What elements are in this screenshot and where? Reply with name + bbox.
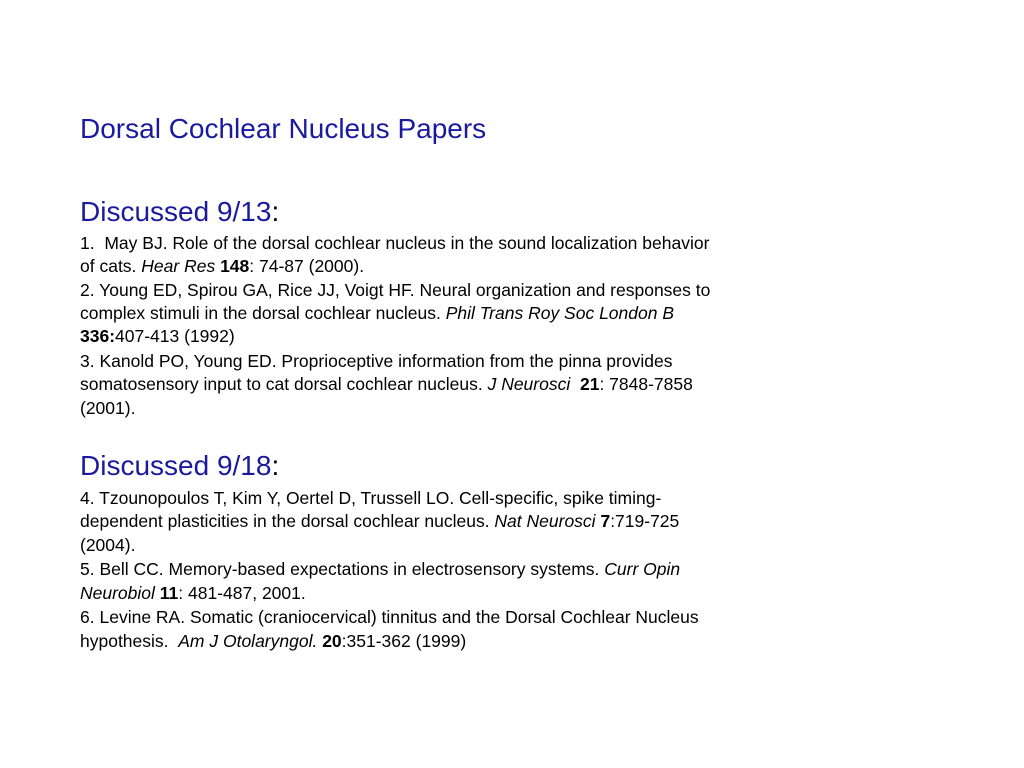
paper-journal: Am J Otolaryngol. bbox=[178, 631, 318, 651]
paper-pages: 407-413 (1992) bbox=[115, 326, 235, 346]
paper-year: (2001). bbox=[80, 398, 136, 418]
paper-pages: : 481-487, 2001. bbox=[178, 583, 306, 603]
paper-number: 2. bbox=[80, 280, 95, 300]
paper-journal: Hear Res bbox=[141, 256, 216, 276]
paper-text: Young ED, Spirou GA, Rice JJ, Voigt HF. Neural organization and responses to bbox=[99, 280, 711, 300]
section-heading-9-18 bbox=[80, 449, 279, 483]
paper-volume: 148 bbox=[220, 256, 250, 276]
paper-journal: Phil Trans Roy Soc London B bbox=[445, 303, 675, 323]
paper-volume: 336: bbox=[80, 326, 116, 346]
paper-4-line-3 bbox=[80, 534, 135, 557]
paper-3-line-2 bbox=[80, 373, 693, 396]
paper-1-line-1 bbox=[80, 232, 709, 255]
section-heading-9-13 bbox=[80, 195, 279, 229]
paper-number: 5. bbox=[80, 559, 95, 579]
paper-3-line-3 bbox=[80, 397, 135, 420]
paper-2-line-2 bbox=[80, 302, 674, 325]
paper-text: of cats. bbox=[80, 256, 142, 276]
paper-2-line-3 bbox=[80, 325, 235, 348]
paper-text: Levine RA. Somatic (craniocervical) tinnitus and the Dorsal Cochlear Nucleus bbox=[99, 607, 699, 627]
paper-text: dependent plasticities in the dorsal cochlear nucleus. bbox=[80, 511, 495, 531]
paper-volume: 11 bbox=[159, 583, 179, 603]
paper-number: 3. bbox=[80, 351, 95, 371]
section-heading-colon: : bbox=[271, 450, 280, 481]
paper-pages: :719-725 bbox=[610, 511, 680, 531]
paper-pages: :351-362 (1999) bbox=[341, 631, 467, 651]
paper-4-line-2 bbox=[80, 510, 679, 533]
paper-year: (2004). bbox=[80, 535, 136, 555]
paper-6-line-2 bbox=[80, 630, 466, 653]
paper-journal: Neurobiol bbox=[80, 583, 155, 603]
paper-text: Bell CC. Memory-based expectations in electrosensory systems. bbox=[99, 559, 605, 579]
paper-2-line-1 bbox=[80, 279, 710, 302]
paper-text: somatosensory input to cat dorsal cochlear nucleus. bbox=[80, 374, 488, 394]
paper-journal: Nat Neurosci bbox=[494, 511, 596, 531]
paper-1-line-2 bbox=[80, 255, 364, 278]
paper-journal: J Neurosci bbox=[487, 374, 571, 394]
paper-volume: 7 bbox=[600, 511, 611, 531]
paper-text: complex stimuli in the dorsal cochlear nucleus. bbox=[80, 303, 446, 323]
slide-title-text: Dorsal Cochlear Nucleus Papers bbox=[80, 113, 487, 144]
section-heading-colon: : bbox=[271, 196, 280, 227]
paper-5-line-2 bbox=[80, 582, 306, 605]
paper-journal: Curr Opin bbox=[604, 559, 681, 579]
section-heading-text: Discussed 9/13 bbox=[80, 196, 272, 227]
paper-text: May BJ. Role of the dorsal cochlear nucleus in the sound localization behavior bbox=[104, 233, 710, 253]
paper-number: 6. bbox=[80, 607, 95, 627]
paper-text: Kanold PO, Young ED. Proprioceptive information from the pinna provides bbox=[99, 351, 673, 371]
paper-pages: : 74-87 (2000). bbox=[249, 256, 365, 276]
paper-volume: 20 bbox=[322, 631, 342, 651]
paper-3-line-1 bbox=[80, 350, 672, 373]
slide-title bbox=[80, 112, 486, 146]
paper-number: 4. bbox=[80, 488, 95, 508]
section-heading-text: Discussed 9/18 bbox=[80, 450, 272, 481]
paper-6-line-1 bbox=[80, 606, 699, 629]
paper-5-line-1 bbox=[80, 558, 680, 581]
paper-pages: : 7848-7858 bbox=[599, 374, 693, 394]
paper-number: 1. bbox=[80, 233, 95, 253]
paper-text: Tzounopoulos T, Kim Y, Oertel D, Trussell LO. Cell-specific, spike timing- bbox=[99, 488, 662, 508]
paper-text: hypothesis. bbox=[80, 631, 179, 651]
paper-volume: 21 bbox=[579, 374, 600, 394]
paper-4-line-1 bbox=[80, 487, 661, 510]
